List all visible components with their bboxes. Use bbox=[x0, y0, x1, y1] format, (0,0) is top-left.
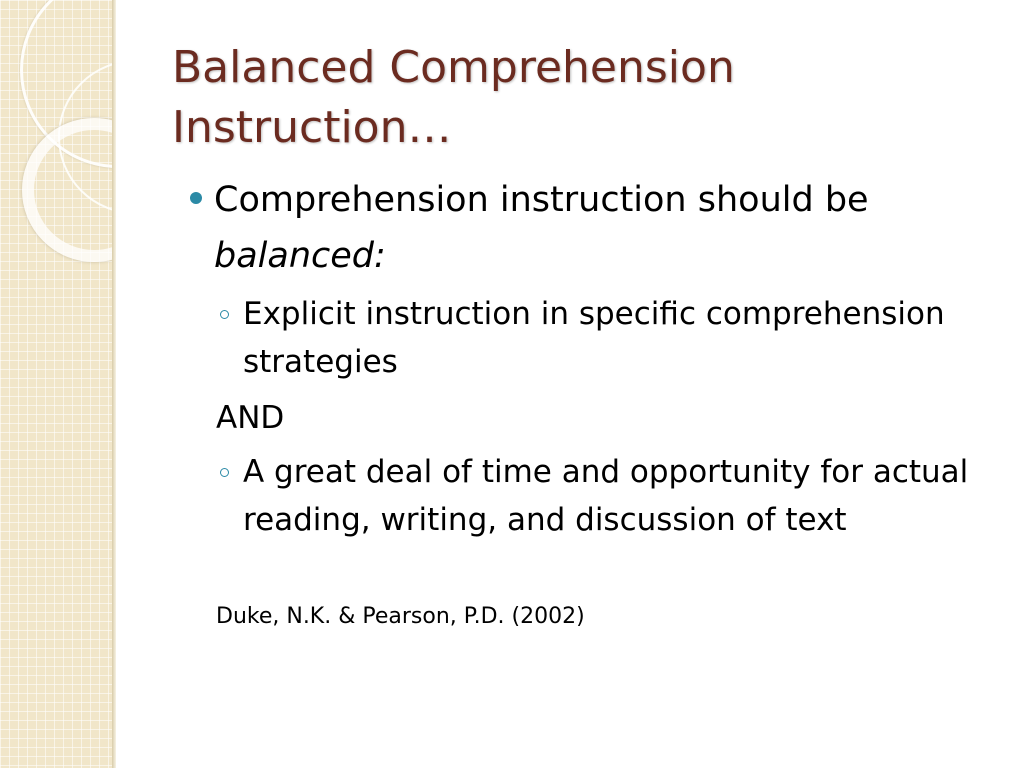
sub-bullet-text: Explicit instruction in specific comprehension strategies bbox=[243, 296, 945, 380]
citation: Duke, N.K. & Pearson, P.D. (2002) bbox=[216, 604, 585, 629]
sub-bullet-item bbox=[220, 290, 990, 386]
sub-bullet-icon bbox=[220, 468, 229, 477]
sub-bullet-text: A great deal of time and opportunity for actual reading, writing, and discussion of text bbox=[243, 454, 969, 538]
sub-bullet-item bbox=[220, 448, 990, 544]
decorative-ring bbox=[22, 118, 112, 262]
sub-bullet-icon bbox=[220, 310, 229, 319]
connector-text: AND bbox=[216, 400, 285, 436]
slide-title: Balanced Comprehension Instruction… bbox=[172, 42, 735, 153]
sidebar-edge bbox=[112, 0, 116, 768]
decorative-sidebar bbox=[0, 0, 112, 768]
bullet-text: Comprehension instruction should be bbox=[214, 180, 869, 220]
bullet-item bbox=[190, 172, 990, 284]
slide-body bbox=[190, 172, 990, 632]
bullet-icon bbox=[190, 192, 202, 204]
bullet-emphasis: balanced: bbox=[214, 236, 386, 276]
